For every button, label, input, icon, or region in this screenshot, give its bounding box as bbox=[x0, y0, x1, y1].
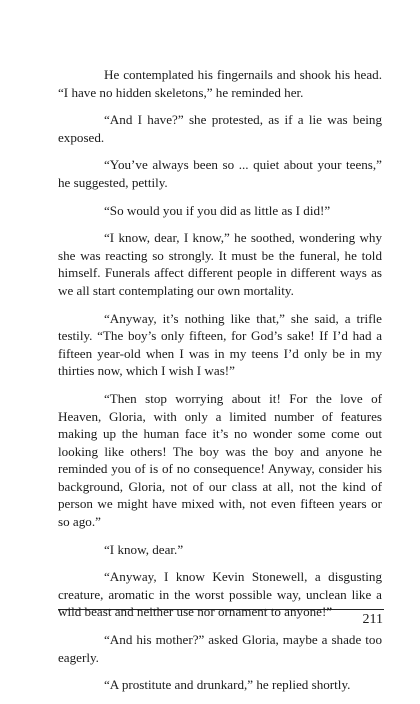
paragraph: “Anyway, it’s nothing like that,” she said, a trifle testily. “The boy’s only fifteen, for God’s sake! If I’d had a fifteen year-old when I was in my teens I’d only be in my thirties now, which I wish I was!” bbox=[58, 310, 382, 379]
paragraph: “I know, dear.” bbox=[104, 541, 184, 557]
paragraph: “And I have?” she protested, as if a lie was being exposed. bbox=[58, 112, 382, 145]
paragraph: “A prostitute and drunkard,” he replied shortly. bbox=[104, 677, 351, 693]
footer-rule bbox=[58, 609, 384, 610]
page-number: 211 bbox=[362, 612, 383, 627]
paragraph: “Then stop worrying about it! For the love of Heaven, Gloria, with only a limited number of features making up the human face it’s no wonder some come out looking like others! The boy was the boy and anyone he reminded you of is of no consequence! Anyway, consider his background, Gloria, not of our class at all, not the kind of person we might have mixed with, not even fifteen years or so ago.” bbox=[58, 390, 382, 530]
paragraph: “So would you if you did as little as I did!” bbox=[104, 202, 331, 218]
paragraph: “I know, dear, I know,” he soothed, wondering why she was reacting so strongly. It must be the funeral, he told himself. Funerals affect different people in different ways as we all start contemplating our own mortality. bbox=[58, 230, 382, 298]
paragraph: He contemplated his fingernails and shook his head. “I have no hidden skeletons,” he reminded her. bbox=[58, 67, 382, 100]
paragraph: “Anyway, I know Kevin Stonewell, a disgusting creature, aromatic in the worst possible way, unclean like a wild beast and neither use nor ornament to anyone!” bbox=[58, 569, 382, 620]
paragraph: “You’ve always been so ... quiet about your teens,” he suggested, pettily. bbox=[58, 157, 382, 190]
paragraph: “And his mother?” asked Gloria, maybe a shade too eagerly. bbox=[58, 632, 382, 665]
